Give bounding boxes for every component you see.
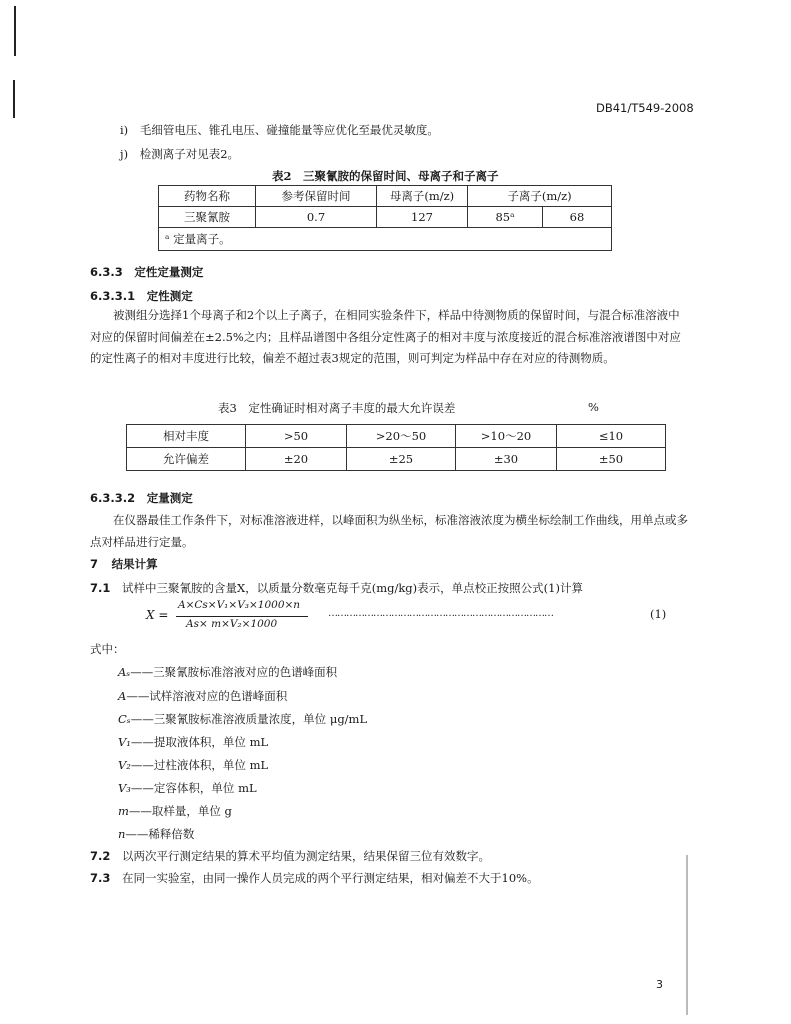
table-cell: >10～20 (456, 425, 557, 448)
table-cell: 相对丰度 (127, 425, 246, 448)
variable-symbol: n (118, 827, 126, 841)
table-cell: ≤10 (557, 425, 666, 448)
variable-row (118, 688, 287, 704)
variable-desc: ——稀释倍数 (125, 827, 195, 841)
list-text: 检测离子对见表2。 (139, 147, 240, 161)
table2-caption: 表2 三聚氰胺的保留时间、母离子和子离子 (272, 169, 499, 183)
page-number: 3 (656, 978, 663, 991)
variable-row (118, 803, 232, 819)
table-header-cell: 子离子(m/z) (468, 186, 612, 207)
section-title: 定性定量测定 (134, 265, 204, 279)
section-number: 7 (90, 557, 99, 571)
table-footnote-row (159, 228, 612, 251)
table-header-cell: 母离子(m/z) (377, 186, 468, 207)
variable-desc: ——定容体积，单位 mL (130, 781, 257, 795)
table-header-cell: 药物名称 (159, 186, 256, 207)
variable-desc: ——提取液体积，单位 mL (130, 735, 269, 749)
section-title: 定性测定 (146, 289, 193, 303)
table-cell: 127 (377, 207, 468, 228)
table2 (158, 185, 612, 251)
variable-row (118, 664, 337, 680)
variable-symbol: V₁ (118, 735, 131, 749)
section-number: 7.2 (90, 849, 111, 863)
variable-row (118, 757, 268, 773)
section-6-3-3-2-paragraph: 在仪器最佳工作条件下，对标准溶液进样，以峰面积为纵坐标，标准溶液浓度为横坐标绘制工作曲线，用单点或多点对样品进行定量。 (90, 513, 688, 549)
variable-symbol: Cₛ (118, 712, 131, 726)
section-text: 试样中三聚氰胺的含量X，以质量分数毫克每千克(mg/kg)表示，单点校正按照公式(1)计算 (122, 581, 583, 595)
table-cell: ±30 (456, 448, 557, 471)
table-cell: >50 (246, 425, 347, 448)
table-row (127, 425, 666, 448)
formula-numerator: A×Cs×V₁×V₃×1000×n (178, 599, 301, 611)
table-footnote: ᵃ 定量离子。 (159, 228, 612, 251)
section-text: 在同一实验室，由同一操作人员完成的两个平行测定结果，相对偏差不大于10%。 (122, 871, 539, 885)
fraction-bar (176, 616, 308, 617)
scan-edge-right (686, 855, 688, 1015)
list-marker: j) (120, 147, 129, 161)
list-item-j (120, 146, 239, 162)
list-item-i (120, 122, 439, 138)
formula-leader-dots: ………………………………………………………………… (328, 608, 553, 619)
section-7-2 (90, 848, 490, 864)
scan-edge-mid (13, 80, 15, 118)
where-label: 式中： (90, 642, 125, 656)
section-7-1 (90, 580, 583, 596)
table-cell: ±50 (557, 448, 666, 471)
section-7-heading (90, 556, 158, 572)
table-row (127, 448, 666, 471)
section-number: 6.3.3.2 (90, 491, 136, 505)
variable-symbol: A (118, 689, 127, 703)
variable-row (118, 711, 367, 727)
variable-row (118, 734, 268, 750)
variable-desc: ——取样量，单位 g (128, 804, 232, 818)
table-row (159, 207, 612, 228)
list-marker: i) (120, 123, 129, 137)
table-cell: 68 (543, 207, 612, 228)
variable-desc: ——试样溶液对应的色谱峰面积 (126, 689, 288, 703)
section-number: 6.3.3 (90, 265, 123, 279)
formula-lhs: X = (146, 608, 169, 622)
table-cell: 三聚氰胺 (159, 207, 256, 228)
variable-symbol: V₃ (118, 781, 131, 795)
section-number: 7.3 (90, 871, 111, 885)
section-6-3-3-1-heading (90, 288, 193, 304)
table-header-cell: 参考保留时间 (256, 186, 377, 207)
table-cell: 允许偏差 (127, 448, 246, 471)
table3 (126, 424, 666, 471)
table3-unit: % (588, 400, 599, 414)
variable-symbol: m (118, 804, 129, 818)
section-6-3-3-2-heading (90, 490, 193, 506)
table3-caption: 表3 定性确证时相对离子丰度的最大允许误差 (218, 401, 456, 415)
variable-desc: ——三聚氰胺标准溶液对应的色谱峰面积 (130, 665, 338, 679)
variable-row (118, 826, 194, 842)
table-header-row (159, 186, 612, 207)
list-text: 毛细管电压、锥孔电压、碰撞能量等应优化至最优灵敏度。 (139, 123, 439, 137)
scan-edge-top (14, 6, 16, 56)
variable-desc: ——三聚氰胺标准溶液质量浓度，单位 μg/mL (130, 712, 368, 726)
section-title: 定量测定 (146, 491, 193, 505)
table-cell: ±25 (347, 448, 456, 471)
doc-id-header: DB41/T549-2008 (596, 101, 694, 115)
variable-symbol: Aₛ (118, 665, 131, 679)
formula-denominator: As× m×V₂×1000 (186, 618, 278, 630)
section-number: 6.3.3.1 (90, 289, 136, 303)
variable-row (118, 780, 257, 796)
formula-number: (1) (650, 607, 667, 621)
section-title: 结果计算 (111, 557, 158, 571)
variable-symbol: V₂ (118, 758, 131, 772)
section-6-3-3-heading (90, 264, 203, 280)
table-cell: 85ᵃ (468, 207, 543, 228)
variable-desc: ——过柱液体积，单位 mL (130, 758, 269, 772)
section-7-3 (90, 870, 539, 886)
section-6-3-3-1-paragraph: 被测组分选择1个母离子和2个以上子离子，在相同实验条件下，样品中待测物质的保留时间，与混合标准溶液中对应的保留时间偏差在±2.5%之内；且样品谱图中各组分定性离子的相对丰度与浓度接近的混合标准溶液谱图中对应的定性离子的相对丰度进行比较，偏差不超过表3规定的范围，则可判定为样品中存在对应的待测物质。 (90, 308, 681, 365)
table-cell: 0.7 (256, 207, 377, 228)
section-text: 以两次平行测定结果的算术平均值为测定结果，结果保留三位有效数字。 (122, 849, 491, 863)
section-number: 7.1 (90, 581, 111, 595)
table-cell: ±20 (246, 448, 347, 471)
table-cell: >20～50 (347, 425, 456, 448)
